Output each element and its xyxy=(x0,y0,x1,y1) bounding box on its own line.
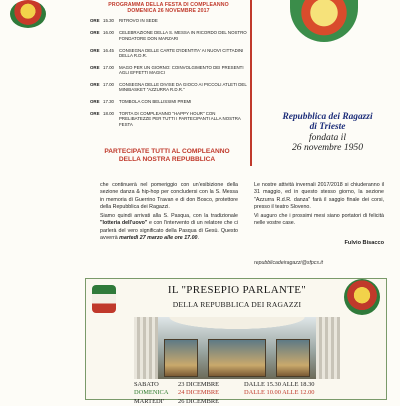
nativity-scene xyxy=(208,339,266,377)
date-hours: DALLE 15.30 ALLE 18.30 xyxy=(244,381,315,388)
presepio-photo xyxy=(134,317,340,379)
article-column-right xyxy=(254,182,384,230)
date-date: 26 DICEMBRE xyxy=(178,397,220,405)
date-row xyxy=(134,398,384,406)
article-paragraph: che continuerà nel pomeriggio con un'esibizione della sezione danza & hip-hop per concludersi con la S. Messa in memoria di Guerrino Travan e di don Bosco, protettore della Repubblica dei Ragazzi. xyxy=(100,182,238,210)
date-hours xyxy=(244,398,384,406)
presepio-title: IL "PRESEPIO PARLANTE" xyxy=(167,284,307,296)
date-day: DOMENICA xyxy=(134,389,169,397)
date-date: 24 DICEMBRE xyxy=(178,389,220,397)
date-day: SABATO xyxy=(134,381,159,388)
date-day: MARTEDI' xyxy=(134,397,164,405)
curtain-left xyxy=(134,317,158,379)
rdr-emblem-left xyxy=(10,0,46,28)
date-row xyxy=(134,381,384,389)
stage-arch xyxy=(158,317,316,331)
program-title: PROGRAMMA DELLA FESTA DI COMPLEANNO DOMENICA 26 NOVEMBRE 2017 xyxy=(108,2,229,15)
date-hours: DALLE 10.00 ALLE 12.00 xyxy=(244,389,315,397)
article-column-left xyxy=(100,182,238,244)
schedule-row: ORE 17.00 CONSEGNA DELLE DIVISE DA GIOCO AI PICCOLI ATLETI DEL MINIBASKET "AZZURRA R.D.R." xyxy=(90,81,247,93)
presepio-subtitle: DELLA REPUBBLICA DEI RAGAZZI xyxy=(172,300,302,309)
nativity-scene xyxy=(276,339,310,377)
date-row xyxy=(134,389,384,397)
schedule-row: ORE 16.00 CELEBRAZIONE DELLA S. MESSA IN RICORDO DEL NOSTRO FONDATORE DON MARZARI xyxy=(90,30,247,41)
schedule-row: ORE 15.30 RITROVO IN SEDE xyxy=(90,18,158,24)
schedule xyxy=(90,18,247,126)
schedule-row: ORE 17.00 MAGO PER UN GIORNO: COINVOLGIMENTO DEI PRESENTI AGLI EFFETTI MAGICI xyxy=(90,64,244,75)
presepio-dates xyxy=(134,381,384,406)
schedule-row: ORE 17.30 TOMBOLA CON BELLISSIMI PREMI xyxy=(90,99,192,105)
article-paragraph: Siamo quindi arrivati alla S. Pasqua, con la tradizionale "lotteria dell'uovo" e con l'intervento di un relatore che ci parlerà del vero significato della Pasqua di Gesù. Questo avverrà martedì 27 marzo alle ore 17.00. xyxy=(100,213,238,242)
invite-heading: PARTECIPATE TUTTI AL COMPLEANNO DELLA NOSTRA REPUBBLICA xyxy=(104,148,230,164)
article-paragraph: Vi auguro che i prossimi mesi siano portatori di felicità nelle vostre case. xyxy=(254,213,384,227)
contact-email[interactable]: repubblicadeiragazzi@sfpcs.it xyxy=(254,260,323,266)
date-date: 23 DICEMBRE xyxy=(178,381,220,388)
presepio-panel xyxy=(85,278,387,405)
author-signature: Fulvio Bisacco xyxy=(344,240,384,246)
article-paragraph: Le nostre attività invernali 2017/2018 si chiuderanno il 31 maggio, ed in questo stesso giorno, la sezione "Azzurra R.d.R. danza" farà il saggio finale dei corsi, presso il teatro Sloveno. xyxy=(254,182,384,210)
rdr-founded-note: Repubblica dei Ragazzi di Trieste fondata il 26 novembre 1950 xyxy=(282,112,373,154)
rdr-emblem-right xyxy=(290,0,358,42)
curtain-right xyxy=(316,317,340,379)
program-box xyxy=(84,0,252,166)
nativity-scene xyxy=(164,339,198,377)
schedule-row: ORE 18.00 TORTA DI COMPLEANNO "HAPPY HOUR" CON PRELIBATEZZE PER TUTTI I PARTECIPANTI ALLA NOSTRA FESTA xyxy=(90,111,241,127)
schedule-row: ORE 16.45 CONSEGNA DELLE CARTE D'IDENTITA' AI NUOVI CITTADINI DELLA R.D.R. xyxy=(90,47,244,58)
